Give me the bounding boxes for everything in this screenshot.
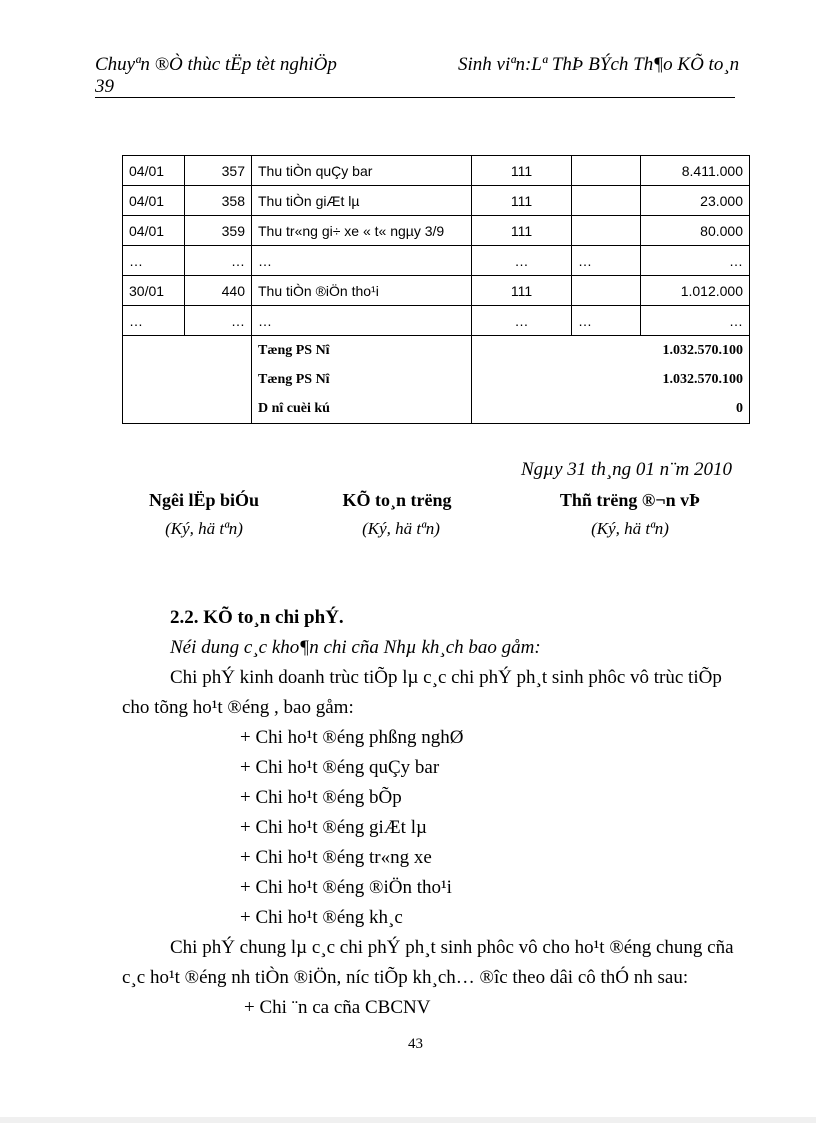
cell-voucher-no: 357 [185, 156, 252, 186]
cell-date: 04/01 [123, 156, 185, 186]
cell-amount: 80.000 [641, 216, 750, 246]
signature-date: Ngµy 31 th¸ng 01 n¨m 2010 [521, 459, 732, 480]
cell-account: 111 [472, 156, 572, 186]
table-row [123, 186, 750, 216]
header-left-title: Chuyªn ®Ò thùc tËp tèt nghiÖp [95, 54, 337, 75]
signature-preparer-note: (Ký, hä tªn) [165, 519, 243, 538]
cell-description: Thu tiÒn ®iÖn tho¹i [252, 276, 472, 306]
cell-account: … [472, 246, 572, 276]
summary-blank-cell [123, 336, 252, 424]
list-item: + Chi ho¹t ®éng giÆt lµ [240, 817, 427, 838]
paragraph-direct-costs-line2: cho tõng ho¹t ®éng , bao gåm: [122, 697, 354, 718]
list-item: + Chi ho¹t ®éng quÇy bar [240, 757, 440, 778]
cell-blank [572, 186, 641, 216]
cell-description: Thu tiÒn giÆt lµ [252, 186, 472, 216]
cell-date: 30/01 [123, 276, 185, 306]
signature-preparer-title: Ngêi lËp biÓu [148, 490, 260, 510]
ledger-table [122, 155, 750, 424]
cell-account: … [472, 306, 572, 336]
cell-account: 111 [472, 186, 572, 216]
cell-date: 04/01 [123, 216, 185, 246]
summary-value: 1.032.570.100 [662, 371, 743, 387]
cell-amount: … [641, 306, 750, 336]
summary-value: 1.032.570.100 [662, 342, 743, 358]
section-heading: 2.2. KÕ to¸n chi phÝ. [170, 607, 344, 628]
cell-amount: 8.411.000 [641, 156, 750, 186]
cell-voucher-no: … [185, 306, 252, 336]
list-item: + Chi ho¹t ®éng bÕp [240, 787, 402, 808]
cell-voucher-no: 358 [185, 186, 252, 216]
cell-blank [572, 276, 641, 306]
signature-accountant-title: KÕ to¸n trëng [342, 490, 452, 510]
header-page-ref: 39 [95, 76, 114, 97]
page-bottom-edge [0, 1117, 816, 1123]
table-row [123, 156, 750, 186]
signature-accountant-note: (Ký, hä tªn) [362, 519, 440, 538]
cell-date: 04/01 [123, 186, 185, 216]
cell-voucher-no: … [185, 246, 252, 276]
section-intro: Néi dung c¸c kho¶n chi cña Nhµ kh¸ch bao gåm: [170, 637, 541, 658]
header-divider [95, 97, 735, 98]
header-right-author: Sinh viªn:Lª ThÞ BÝch Th¶o KÕ to¸n [458, 54, 740, 75]
summary-value: 0 [736, 400, 743, 416]
cell-voucher-no: 440 [185, 276, 252, 306]
list-item: + Chi ho¹t ®éng tr«ng xe [240, 847, 432, 868]
summary-label: D nî cuèi kú [258, 400, 330, 416]
cell-description: … [252, 246, 472, 276]
page-number: 43 [408, 1036, 423, 1052]
cell-blank: … [572, 306, 641, 336]
paragraph-direct-costs-line1: Chi phÝ kinh doanh trùc tiÕp lµ c¸c chi phÝ ph¸t sinh phôc vô trùc tiÕp [170, 667, 722, 688]
cell-amount: … [641, 246, 750, 276]
summary-values-cell [472, 336, 750, 424]
list-item: + Chi ho¹t ®éng kh¸c [240, 907, 403, 928]
cell-date: … [123, 246, 185, 276]
cell-description: … [252, 306, 472, 336]
summary-row-group [123, 336, 750, 424]
list-item: + Chi ho¹t ®éng phßng nghØ [240, 727, 464, 748]
ledger-table-body [123, 156, 750, 424]
cell-blank [572, 216, 641, 246]
table-row [123, 216, 750, 246]
list-item: + Chi ¨n ca cña CBCNV [244, 997, 431, 1018]
cell-account: 111 [472, 216, 572, 246]
cell-amount: 23.000 [641, 186, 750, 216]
cell-account: 111 [472, 276, 572, 306]
list-item: + Chi ho¹t ®éng ®iÖn tho¹i [240, 877, 452, 898]
cell-voucher-no: 359 [185, 216, 252, 246]
table-row [123, 306, 750, 336]
paragraph-general-costs-line2: c¸c ho¹t ®éng nh tiÒn ®iÖn, níc tiÕp kh¸ch… ®îc theo dâi cô thÓ nh sau: [122, 967, 689, 988]
table-row [123, 276, 750, 306]
summary-label: Tæng PS Nî [258, 342, 330, 358]
table-row [123, 246, 750, 276]
paragraph-general-costs-line1: Chi phÝ chung lµ c¸c chi phÝ ph¸t sinh phôc vô cho ho¹t ®éng chung cña [170, 937, 734, 958]
signature-director-title: Thñ trëng ®¬n vÞ [559, 490, 701, 510]
cell-date: … [123, 306, 185, 336]
summary-label: Tæng PS Nî [258, 371, 330, 387]
cell-blank: … [572, 246, 641, 276]
cell-blank [572, 156, 641, 186]
summary-labels-cell [252, 336, 472, 424]
cell-description: Thu tr«ng gi÷ xe « t« ngµy 3/9 [252, 216, 472, 246]
signature-director-note: (Ký, hä tªn) [591, 519, 669, 538]
cell-amount: 1.012.000 [641, 276, 750, 306]
cell-description: Thu tiÒn quÇy bar [252, 156, 472, 186]
